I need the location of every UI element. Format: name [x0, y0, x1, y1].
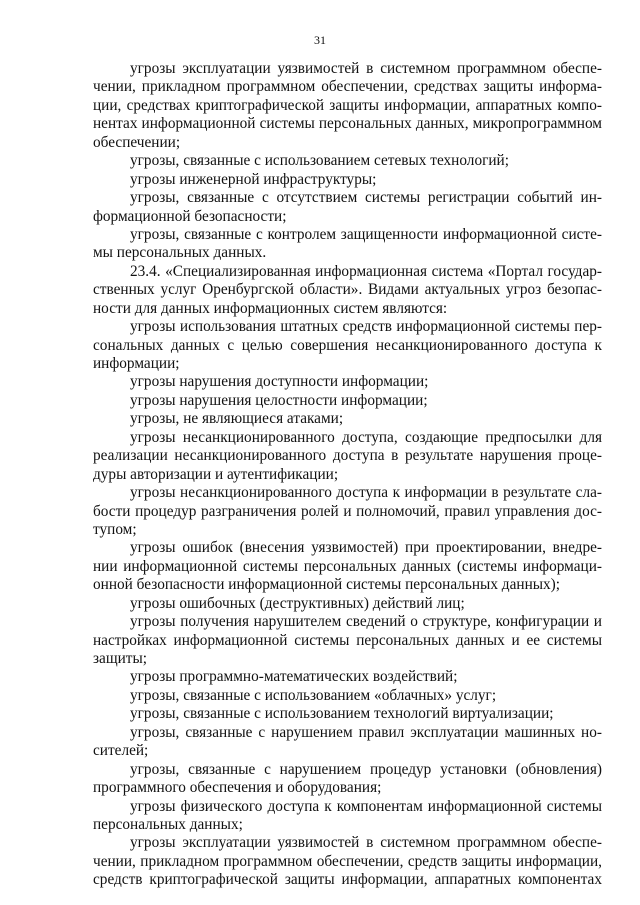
text-line: угрозы эксплуатации уязвимостей в системном программном обеспе- — [130, 60, 602, 77]
text-line: угрозы ошибочных (деструктивных) действий лиц; — [130, 594, 465, 612]
document-body — [93, 60, 602, 890]
text-line: информации; — [93, 355, 180, 372]
text-line: угрозы, связанные с использованием технологий виртуализации; — [130, 705, 554, 723]
text-line: угрозы, связанные с нарушением правил эксплуатации машинных но- — [130, 723, 602, 741]
text-line: онной безопасности информационной системы персональных данных); — [93, 576, 561, 594]
text-line: угрозы получения нарушителем сведений о структуре, конфигурации и — [130, 613, 602, 631]
text-line: угрозы инженерной инфраструктуры; — [130, 170, 377, 188]
text-line: угрозы несанкционированного доступа, создающие предпосылки для — [130, 428, 602, 446]
text-line: угрозы нарушения целостности информации; — [130, 391, 428, 409]
page-number: 31 — [314, 33, 326, 47]
text-line: угрозы использования штатных средств информационной системы пер- — [130, 318, 602, 336]
text-line: чении, прикладном программном обеспечении, средств защиты информации, — [93, 852, 602, 870]
text-line: сителей; — [93, 742, 149, 760]
text-line: защиты; — [93, 650, 148, 667]
text-line: обеспечении; — [93, 133, 181, 151]
text-line: угрозы эксплуатации уязвимостей в системном программном обеспе- — [130, 834, 602, 852]
text-line: реализации несанкционированного доступа в результате нарушения проце- — [93, 447, 602, 465]
text-line: угрозы несанкционированного доступа к информации в результате сла- — [130, 484, 602, 502]
text-line: угрозы, не являющиеся атаками; — [130, 410, 344, 428]
text-line: дуры авторизации и аутентификации; — [93, 465, 339, 483]
text-line: угрозы нарушения доступности информации; — [130, 373, 429, 391]
text-line: средств криптографической защиты информации, аппаратных компонентах — [93, 871, 602, 889]
text-line: ции, средствах криптографической защиты информации, аппаратных компо- — [93, 96, 602, 114]
text-line: настройках информационной системы персональных данных и ее системы — [93, 631, 602, 649]
text-line: угрозы, связанные с использованием сетевых технологий; — [130, 152, 509, 170]
text-line: угрозы программно-математических воздействий; — [130, 668, 458, 686]
text-line: мы персональных данных. — [93, 244, 267, 262]
text-line: тупом; — [93, 520, 137, 538]
text-line: угрозы ошибок (внесения уязвимостей) при проектировании, внедре- — [130, 539, 602, 557]
text-line: 23.4. «Специализированная информационная система «Портал государ- — [130, 262, 602, 280]
text-line: ственных услуг Оренбургской области». Видами актуальных угроз безопас- — [93, 281, 602, 299]
text-line: нии информационной системы персональных данных (системы информаци- — [93, 557, 602, 575]
text-line: сональных данных с целью совершения несанкционированного доступа к — [93, 336, 602, 354]
text-line: персональных данных; — [93, 815, 243, 833]
text-line: угрозы, связанные с нарушением процедур установки (обновления) — [130, 760, 602, 778]
text-line: ности для данных информационных систем являются: — [93, 299, 448, 317]
text-line: программного обеспечения и оборудования; — [93, 779, 382, 797]
text-line: угрозы, связанные с отсутствием системы регистрации событий ин- — [130, 189, 602, 207]
text-line: угрозы, связанные с использованием «облачных» услуг; — [130, 686, 497, 704]
text-line: нентах информационной системы персональных данных, микропрограммном — [93, 115, 602, 133]
text-line: угрозы, связанные с контролем защищенности информационной систе- — [130, 225, 602, 243]
text-line: бости процедур разграничения ролей и полномочий, правил управления дос- — [93, 502, 602, 520]
text-line: чении, прикладном программном обеспечении, средствах защиты информа- — [93, 78, 602, 96]
text-line: формационной безопасности; — [93, 207, 287, 225]
text-line: угрозы физического доступа к компонентам информационной системы — [130, 797, 602, 815]
